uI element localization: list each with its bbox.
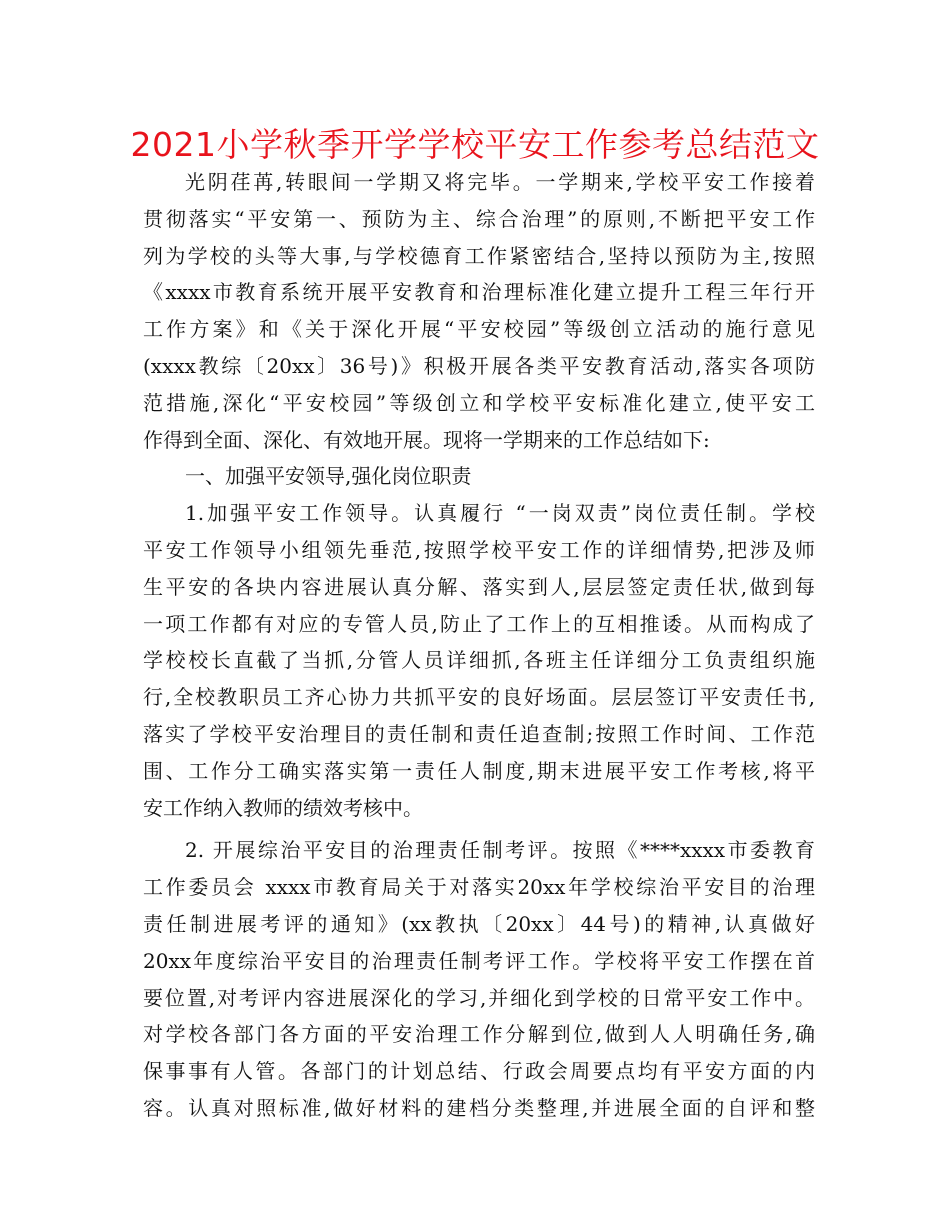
text-line: 对学校各部门各方面的平安治理工作分解到位,做到人人明确任务,确 (143, 1022, 815, 1047)
text-line: 平安工作领导小组领先垂范,按照学校平安工作的详细情势,把涉及师 (143, 537, 815, 562)
text-line: 保事事有人管。各部门的计划总结、行政会周要点均有平安方面的内 (143, 1059, 815, 1084)
text-line: 行,全校教职员工齐心协力共抓平安的良好场面。层层签订平安责任书, (143, 685, 815, 710)
document-body (143, 164, 815, 1127)
text-line: 光阴荏苒,转眼间一学期又将完毕。一学期来,学校平安工作接着 (185, 170, 815, 194)
text-line: 作得到全面、深化、有效地开展。现将一学期来的工作总结如下: (143, 427, 710, 452)
paragraph-intro (143, 164, 815, 458)
paragraph-item-2 (143, 832, 815, 1126)
section-heading (143, 458, 815, 495)
text-line: (xxxx教综〔20xx〕36号)》积极开展各类平安教育活动,落实各项防 (143, 353, 815, 378)
text-line: 要位置,对考评内容进展深化的学习,并细化到学校的日常平安工作中。 (143, 985, 815, 1010)
text-line: 工作委员会 xxxx市教育局关于对落实20xx年学校综治平安目的治理 (143, 875, 815, 900)
text-line: 容。认真对照标准,做好材料的建档分类整理,并进展全面的自评和整 (143, 1095, 815, 1120)
text-line: 贯彻落实“平安第一、预防为主、综合治理”的原则,不断把平安工作 (143, 206, 815, 231)
text-line: 围、工作分工确实落实第一责任人制度,期末进展平安工作考核,将平 (143, 758, 815, 783)
text-line: 1.加强平安工作领导。认真履行 “一岗双责”岗位责任制。学校 (185, 501, 815, 526)
text-line: 责任制进展考评的通知》(xx教执〔20xx〕44号)的精神,认真做好 (143, 911, 815, 936)
text-line: 列为学校的头等大事,与学校德育工作紧密结合,坚持以预防为主,按照 (143, 243, 815, 268)
text-line: 落实了学校平安治理目的责任制和责任追查制;按照工作时间、工作范 (143, 721, 815, 746)
text-line: 范措施,深化“平安校园”等级创立和学校平安标准化建立,使平安工 (143, 390, 815, 415)
text-line: 2. 开展综治平安目的治理责任制考评。按照《****xxxx市委教育 (185, 838, 815, 863)
text-line: 《xxxx市教育系统开展平安教育和治理标准化建立提升工程三年行开 (143, 280, 815, 305)
text-line: 一项工作都有对应的专管人员,防止了工作上的互相推诿。从而构成了 (143, 611, 815, 636)
text-line: 一、加强平安领导,强化岗位职责 (185, 464, 472, 489)
text-line: 生平安的各块内容进展认真分解、落实到人,层层签定责任状,做到每 (143, 574, 815, 599)
text-line: 安工作纳入教师的绩效考核中。 (143, 795, 423, 820)
text-line: 工作方案》和《关于深化开展“平安校园”等级创立活动的施行意见 (143, 317, 815, 342)
text-line: 20xx年度综治平安目的治理责任制考评工作。学校将平安工作摆在首 (143, 948, 815, 973)
text-line: 学校校长直截了当抓,分管人员详细抓,各班主任详细分工负责组织施 (143, 648, 815, 673)
paragraph-item-1 (143, 495, 815, 826)
document-title: 2021小学秋季开学学校平安工作参考总结范文 (130, 125, 820, 164)
